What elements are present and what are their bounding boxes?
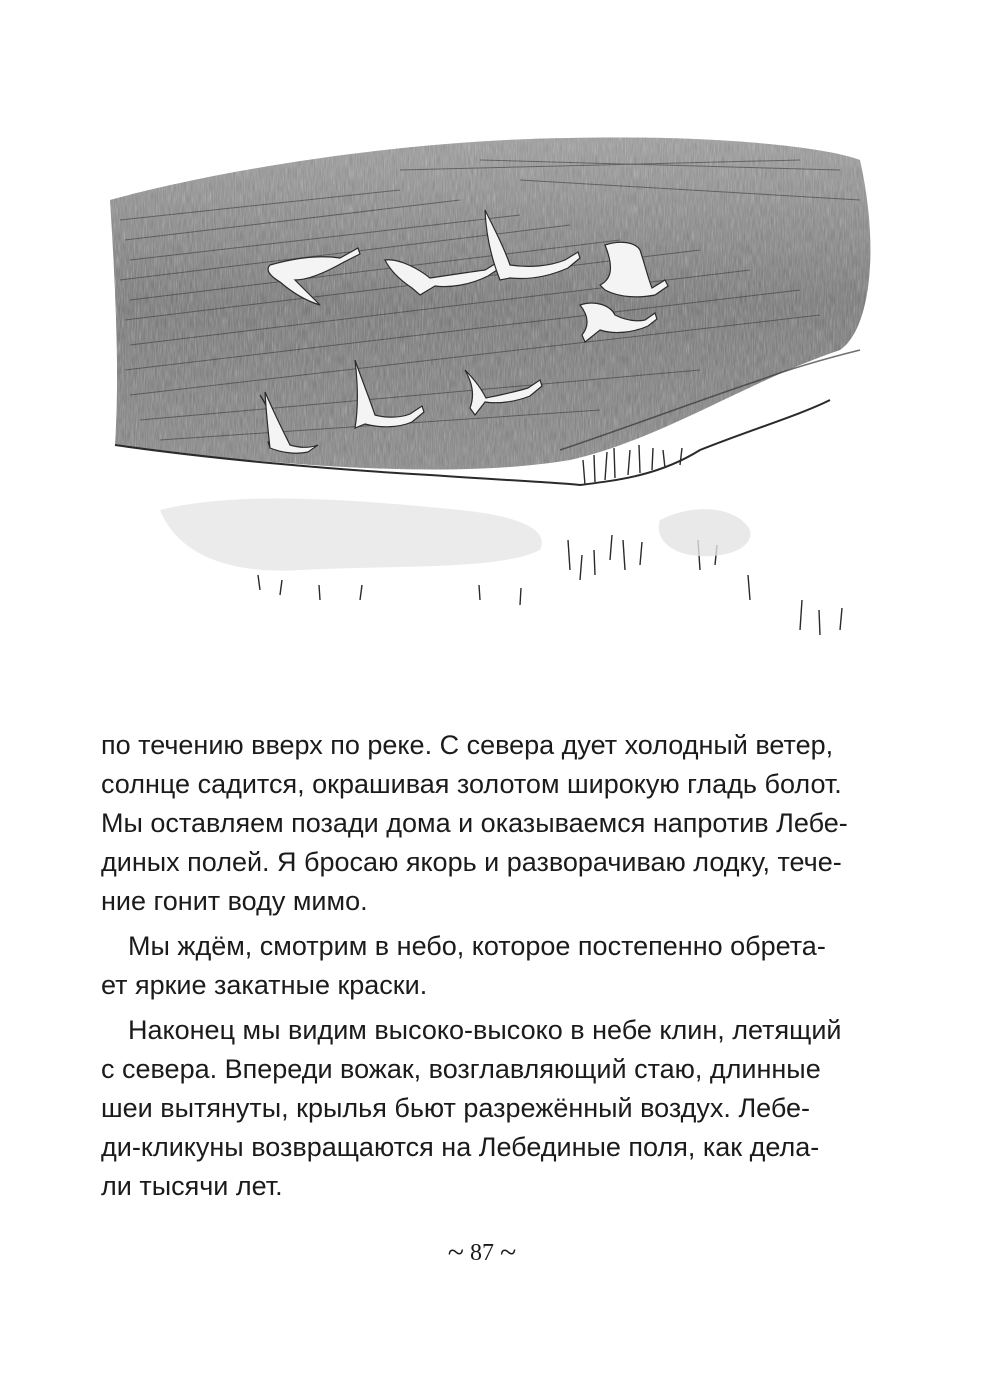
body-text [101, 726, 876, 1206]
snow-field-2 [659, 509, 751, 556]
snow-field [160, 498, 542, 570]
page-number-ornament-right: ~ [500, 1236, 517, 1269]
text-line: Наконец мы видим высоко-высоко в небе клин, летящий [128, 1015, 842, 1045]
text-line: ние гонит воду мимо. [101, 886, 368, 916]
text-line: Мы ждём, смотрим в небо, которое постепенно обрета- [128, 931, 826, 961]
text-line: ди-кликуны возвращаются на Лебединые поля, как дела- [101, 1132, 820, 1162]
text-line: ли тысячи лет. [101, 1171, 283, 1201]
page-number-ornament-left: ~ [447, 1236, 464, 1269]
text-line: ет яркие закатные краски. [101, 970, 428, 1000]
pencil-illustration-swans [100, 130, 900, 650]
text-line: по течению вверх по реке. С севера дует холодный ветер, [101, 730, 834, 760]
text-line: солнце садится, окрашивая золотом широкую гладь болот. [101, 769, 842, 799]
text-line: Мы оставляем позади дома и оказываемся напротив Лебе- [101, 808, 848, 838]
text-line: диных полей. Я бросаю якорь и разворачиваю лодку, тече- [101, 847, 842, 877]
text-line: с севера. Впереди вожак, возглавляющий стаю, длинные [101, 1054, 821, 1084]
text-line: шеи вытянуты, крылья бьют разрежённый воздух. Лебе- [101, 1093, 811, 1123]
sky-texture [110, 137, 870, 469]
page-number [0, 1236, 964, 1270]
page-number-value: 87 [470, 1240, 494, 1266]
